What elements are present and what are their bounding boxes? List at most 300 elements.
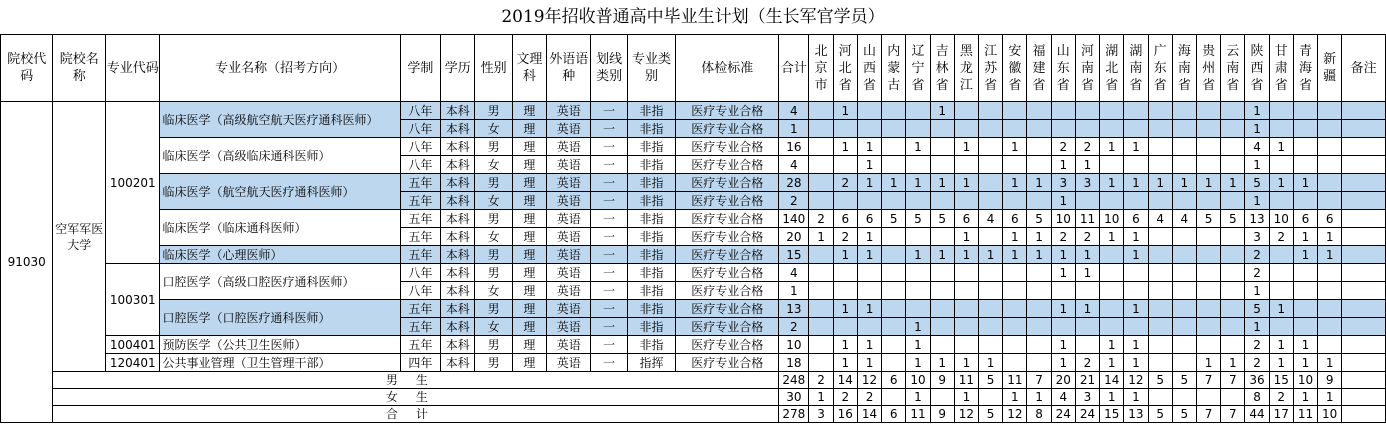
- province-cell: 5: [1196, 210, 1220, 228]
- province-cell: [954, 318, 978, 336]
- field-cell: 英语: [547, 336, 591, 354]
- field-cell: 2: [779, 318, 809, 336]
- province-cell: 1: [1293, 228, 1317, 246]
- province-cell: 2: [833, 174, 857, 192]
- province-cell: [979, 138, 1003, 156]
- province-cell: [979, 318, 1003, 336]
- field-cell: 英语: [547, 282, 591, 300]
- column-header: 山东省: [1051, 35, 1075, 102]
- field-cell: 医疗专业合格: [676, 210, 779, 228]
- province-cell: [906, 228, 930, 246]
- province-cell: [1293, 318, 1317, 336]
- province-cell: 1: [1245, 282, 1269, 300]
- province-cell: 1: [979, 354, 1003, 372]
- province-cell: [930, 318, 954, 336]
- province-cell: 10: [1269, 210, 1293, 228]
- province-cell: [1318, 174, 1342, 192]
- province-cell: [1003, 264, 1027, 282]
- province-cell: 3: [1245, 228, 1269, 246]
- province-cell: 1: [1293, 354, 1317, 372]
- province-cell: 1: [857, 246, 881, 264]
- province-cell: [882, 228, 906, 246]
- province-total: 5: [1148, 406, 1172, 423]
- field-cell: 理: [512, 336, 546, 354]
- province-cell: [1148, 228, 1172, 246]
- field-cell: 医疗专业合格: [676, 120, 779, 138]
- column-header: 湖南省: [1124, 35, 1148, 102]
- province-total: 1: [1100, 389, 1124, 406]
- field-cell: 医疗专业合格: [676, 354, 779, 372]
- field-cell: 八年: [400, 138, 440, 156]
- province-total: 8: [1245, 389, 1269, 406]
- province-cell: [1027, 120, 1051, 138]
- major-code: 100401: [105, 336, 160, 354]
- province-cell: [1318, 336, 1342, 354]
- province-total: 14: [833, 372, 857, 389]
- field-cell: 本科: [441, 156, 475, 174]
- field-cell: 男: [475, 264, 512, 282]
- table-body: [1, 102, 1386, 423]
- province-cell: [1003, 300, 1027, 318]
- province-cell: [930, 138, 954, 156]
- province-cell: 1: [954, 138, 978, 156]
- province-cell: [1003, 282, 1027, 300]
- province-total: 5: [1172, 406, 1196, 423]
- province-cell: 1: [979, 246, 1003, 264]
- field-cell: 本科: [441, 354, 475, 372]
- field-cell: 女: [475, 192, 512, 210]
- province-cell: [954, 156, 978, 174]
- province-total: 10: [1293, 372, 1317, 389]
- province-cell: [979, 120, 1003, 138]
- province-cell: 1: [1269, 300, 1293, 318]
- province-cell: 1: [882, 174, 906, 192]
- field-cell: 英语: [547, 228, 591, 246]
- province-cell: [1148, 192, 1172, 210]
- province-cell: [1027, 156, 1051, 174]
- column-header: 河南省: [1075, 35, 1099, 102]
- field-cell: 五年: [400, 246, 440, 264]
- province-total: 1: [1318, 389, 1342, 406]
- province-cell: [1148, 264, 1172, 282]
- column-header: 合计: [779, 35, 809, 102]
- column-header: 青海省: [1293, 35, 1317, 102]
- province-cell: 6: [954, 210, 978, 228]
- province-cell: [809, 354, 833, 372]
- province-cell: 5: [1221, 210, 1245, 228]
- province-cell: [979, 102, 1003, 120]
- province-total: 2: [809, 372, 833, 389]
- field-cell: 医疗专业合格: [676, 318, 779, 336]
- province-cell: [1075, 282, 1099, 300]
- province-cell: 1: [1100, 336, 1124, 354]
- field-cell: 18: [779, 354, 809, 372]
- field-cell: 女: [475, 156, 512, 174]
- province-cell: [809, 120, 833, 138]
- province-cell: 1: [1221, 354, 1245, 372]
- province-total: 9: [930, 406, 954, 423]
- province-total: 5: [1148, 372, 1172, 389]
- field-cell: 本科: [441, 300, 475, 318]
- column-header: 江苏省: [979, 35, 1003, 102]
- province-cell: [1221, 282, 1245, 300]
- column-header: 划线类别: [591, 35, 627, 102]
- province-cell: [1172, 300, 1196, 318]
- province-total: 1: [954, 389, 978, 406]
- field-cell: 英语: [547, 138, 591, 156]
- province-cell: [809, 318, 833, 336]
- field-cell: 八年: [400, 282, 440, 300]
- province-total: 1: [906, 389, 930, 406]
- province-total: 5: [979, 406, 1003, 423]
- table-row: [1, 300, 1386, 318]
- province-cell: [1196, 246, 1220, 264]
- province-cell: 1: [1269, 354, 1293, 372]
- province-cell: [1148, 300, 1172, 318]
- province-total: [1196, 389, 1220, 406]
- column-header: 内蒙古: [882, 35, 906, 102]
- province-cell: [882, 138, 906, 156]
- total-row: [1, 406, 1386, 423]
- province-cell: 1: [857, 174, 881, 192]
- field-cell: 男: [475, 246, 512, 264]
- province-cell: 1: [1293, 336, 1317, 354]
- field-cell: 理: [512, 318, 546, 336]
- field-cell: 理: [512, 156, 546, 174]
- field-cell: 一: [591, 354, 627, 372]
- table-row: [1, 246, 1386, 264]
- province-cell: 1: [1075, 156, 1099, 174]
- province-cell: [1100, 156, 1124, 174]
- field-cell: 一: [591, 174, 627, 192]
- note-cell: [1342, 389, 1386, 406]
- province-cell: [833, 282, 857, 300]
- province-cell: [1196, 156, 1220, 174]
- province-cell: [882, 192, 906, 210]
- major-code: 100301: [105, 264, 160, 336]
- province-cell: [1100, 300, 1124, 318]
- province-cell: [1027, 192, 1051, 210]
- province-total: 24: [1051, 406, 1075, 423]
- province-cell: [1221, 138, 1245, 156]
- field-cell: 16: [779, 138, 809, 156]
- province-cell: 1: [1075, 246, 1099, 264]
- field-cell: 非指: [627, 282, 675, 300]
- province-cell: [882, 246, 906, 264]
- field-cell: 八年: [400, 264, 440, 282]
- province-total: 8: [1027, 406, 1051, 423]
- province-cell: [882, 120, 906, 138]
- field-cell: 五年: [400, 300, 440, 318]
- province-cell: 1: [833, 300, 857, 318]
- major-name: 临床医学（航空航天医疗通科医师）: [160, 174, 400, 210]
- field-cell: 28: [779, 174, 809, 192]
- field-cell: 理: [512, 120, 546, 138]
- school-name: 空军军医大学: [53, 102, 105, 372]
- province-cell: 1: [833, 138, 857, 156]
- note-cell: [1342, 406, 1386, 423]
- major-name: 口腔医学（高级口腔医疗通科医师）: [160, 264, 400, 300]
- province-cell: 5: [882, 210, 906, 228]
- province-cell: [1148, 138, 1172, 156]
- province-cell: [1269, 282, 1293, 300]
- province-cell: [1027, 264, 1051, 282]
- province-cell: [857, 120, 881, 138]
- province-total: 3: [1075, 389, 1099, 406]
- province-cell: 2: [1245, 354, 1269, 372]
- field-cell: 本科: [441, 246, 475, 264]
- province-cell: [1196, 318, 1220, 336]
- province-cell: 2: [1245, 264, 1269, 282]
- field-cell: 一: [591, 192, 627, 210]
- field-cell: 理: [512, 300, 546, 318]
- province-cell: 1: [1075, 300, 1099, 318]
- column-header: 体检标准: [676, 35, 779, 102]
- province-cell: [930, 228, 954, 246]
- field-cell: 本科: [441, 228, 475, 246]
- field-cell: 一: [591, 282, 627, 300]
- province-cell: [1124, 102, 1148, 120]
- field-cell: 140: [779, 210, 809, 228]
- note-cell: [1342, 246, 1386, 264]
- province-cell: 1: [1124, 354, 1148, 372]
- province-cell: [930, 336, 954, 354]
- province-cell: [1221, 246, 1245, 264]
- province-cell: [906, 264, 930, 282]
- province-total: 24: [1075, 406, 1099, 423]
- province-cell: [1051, 102, 1075, 120]
- province-cell: 1: [1293, 174, 1317, 192]
- field-cell: 本科: [441, 102, 475, 120]
- header-row: [1, 35, 1386, 102]
- province-cell: 5: [1245, 174, 1269, 192]
- province-total: 12: [1124, 372, 1148, 389]
- province-total: 12: [857, 372, 881, 389]
- province-cell: 1: [1003, 228, 1027, 246]
- province-cell: [882, 102, 906, 120]
- province-cell: [1172, 102, 1196, 120]
- province-cell: 1: [833, 102, 857, 120]
- field-cell: 医疗专业合格: [676, 192, 779, 210]
- province-cell: [979, 156, 1003, 174]
- province-cell: [979, 192, 1003, 210]
- province-cell: [930, 300, 954, 318]
- field-cell: 女: [475, 318, 512, 336]
- province-cell: 1: [1293, 246, 1317, 264]
- province-cell: [1027, 318, 1051, 336]
- province-total: 13: [1124, 406, 1148, 423]
- province-cell: [906, 120, 930, 138]
- note-cell: [1342, 264, 1386, 282]
- province-cell: [857, 102, 881, 120]
- column-header: 北京市: [809, 35, 833, 102]
- field-cell: 本科: [441, 120, 475, 138]
- province-cell: 1: [930, 246, 954, 264]
- province-cell: [1124, 156, 1148, 174]
- province-total: 6: [882, 406, 906, 423]
- province-total: 1: [1003, 389, 1027, 406]
- province-cell: 1: [1245, 318, 1269, 336]
- province-cell: 1: [857, 228, 881, 246]
- field-cell: 医疗专业合格: [676, 282, 779, 300]
- province-cell: [930, 192, 954, 210]
- province-cell: [857, 192, 881, 210]
- province-cell: 1: [1051, 300, 1075, 318]
- field-cell: 本科: [441, 282, 475, 300]
- province-cell: 1: [930, 102, 954, 120]
- province-cell: [979, 300, 1003, 318]
- column-header: 甘肃省: [1269, 35, 1293, 102]
- total-row: [1, 389, 1386, 406]
- province-cell: [1196, 102, 1220, 120]
- province-cell: 1: [906, 354, 930, 372]
- field-cell: 四年: [400, 354, 440, 372]
- province-cell: [1124, 264, 1148, 282]
- province-total: 11: [954, 372, 978, 389]
- field-cell: 医疗专业合格: [676, 228, 779, 246]
- note-cell: [1342, 300, 1386, 318]
- province-cell: [906, 156, 930, 174]
- field-cell: 一: [591, 156, 627, 174]
- province-cell: [1269, 120, 1293, 138]
- province-cell: [1027, 138, 1051, 156]
- province-total: 12: [954, 406, 978, 423]
- field-cell: 非指: [627, 264, 675, 282]
- province-cell: [1075, 120, 1099, 138]
- field-cell: 非指: [627, 318, 675, 336]
- field-cell: 非指: [627, 300, 675, 318]
- province-cell: [1100, 246, 1124, 264]
- province-cell: [809, 174, 833, 192]
- field-cell: 2: [779, 192, 809, 210]
- note-cell: [1342, 318, 1386, 336]
- field-cell: 一: [591, 246, 627, 264]
- field-cell: 非指: [627, 210, 675, 228]
- province-cell: [1318, 102, 1342, 120]
- province-cell: [1003, 102, 1027, 120]
- province-cell: 1: [954, 228, 978, 246]
- province-total: 4: [1051, 389, 1075, 406]
- province-cell: [906, 192, 930, 210]
- province-cell: [1075, 318, 1099, 336]
- province-total: 12: [1003, 406, 1027, 423]
- province-cell: 6: [1124, 210, 1148, 228]
- field-cell: 一: [591, 210, 627, 228]
- province-cell: [1318, 264, 1342, 282]
- province-cell: [1196, 264, 1220, 282]
- province-cell: 1: [1003, 246, 1027, 264]
- province-cell: [1148, 336, 1172, 354]
- province-cell: [1003, 156, 1027, 174]
- province-cell: [1027, 336, 1051, 354]
- province-cell: [1051, 282, 1075, 300]
- field-cell: 理: [512, 138, 546, 156]
- field-cell: 医疗专业合格: [676, 336, 779, 354]
- province-cell: [1124, 120, 1148, 138]
- province-cell: [1196, 192, 1220, 210]
- province-total: 11: [1293, 406, 1317, 423]
- province-cell: 1: [1051, 246, 1075, 264]
- province-cell: 1: [1196, 354, 1220, 372]
- column-header: 湖北省: [1100, 35, 1124, 102]
- province-total: 7: [1196, 406, 1220, 423]
- province-cell: 1: [857, 300, 881, 318]
- province-cell: 1: [1221, 174, 1245, 192]
- province-cell: [1003, 192, 1027, 210]
- province-cell: [979, 228, 1003, 246]
- column-header: 河北省: [833, 35, 857, 102]
- province-cell: [906, 282, 930, 300]
- province-cell: 1: [833, 354, 857, 372]
- note-cell: [1342, 156, 1386, 174]
- province-cell: [882, 354, 906, 372]
- province-cell: [930, 120, 954, 138]
- field-cell: 一: [591, 120, 627, 138]
- field-cell: 英语: [547, 120, 591, 138]
- table-row: [1, 174, 1386, 192]
- province-cell: [1269, 192, 1293, 210]
- province-cell: [1269, 156, 1293, 174]
- province-cell: [954, 192, 978, 210]
- province-cell: [1148, 120, 1172, 138]
- province-cell: 6: [1293, 210, 1317, 228]
- field-cell: 医疗专业合格: [676, 264, 779, 282]
- field-cell: 医疗专业合格: [676, 300, 779, 318]
- field-cell: 理: [512, 192, 546, 210]
- note-cell: [1342, 174, 1386, 192]
- field-cell: 医疗专业合格: [676, 156, 779, 174]
- province-cell: [1003, 318, 1027, 336]
- note-cell: [1342, 336, 1386, 354]
- field-cell: 五年: [400, 318, 440, 336]
- field-cell: 英语: [547, 210, 591, 228]
- province-cell: 5: [1027, 210, 1051, 228]
- province-cell: [954, 102, 978, 120]
- field-cell: 理: [512, 174, 546, 192]
- column-header: 院校代码: [1, 35, 53, 102]
- province-cell: 1: [906, 246, 930, 264]
- province-cell: 1: [1269, 336, 1293, 354]
- province-total: [1148, 389, 1172, 406]
- province-total: 9: [930, 372, 954, 389]
- field-cell: 女: [475, 228, 512, 246]
- field-cell: 男: [475, 210, 512, 228]
- province-total: 44: [1245, 406, 1269, 423]
- province-cell: 1: [1318, 246, 1342, 264]
- field-cell: 非指: [627, 192, 675, 210]
- province-total: 7: [1221, 372, 1245, 389]
- province-cell: [1172, 228, 1196, 246]
- province-total: 14: [857, 406, 881, 423]
- field-cell: 4: [779, 102, 809, 120]
- province-cell: [809, 138, 833, 156]
- province-cell: [1318, 138, 1342, 156]
- column-header: 吉林省: [930, 35, 954, 102]
- province-cell: [1221, 192, 1245, 210]
- province-cell: [1172, 282, 1196, 300]
- province-cell: 2: [1051, 138, 1075, 156]
- column-header: 专业代码: [105, 35, 160, 102]
- province-cell: 1: [1245, 156, 1269, 174]
- province-cell: 1: [857, 138, 881, 156]
- province-cell: 2: [1051, 228, 1075, 246]
- province-cell: [1148, 102, 1172, 120]
- province-cell: [809, 264, 833, 282]
- province-cell: [1269, 102, 1293, 120]
- province-cell: [1196, 300, 1220, 318]
- field-cell: 英语: [547, 300, 591, 318]
- field-cell: 理: [512, 282, 546, 300]
